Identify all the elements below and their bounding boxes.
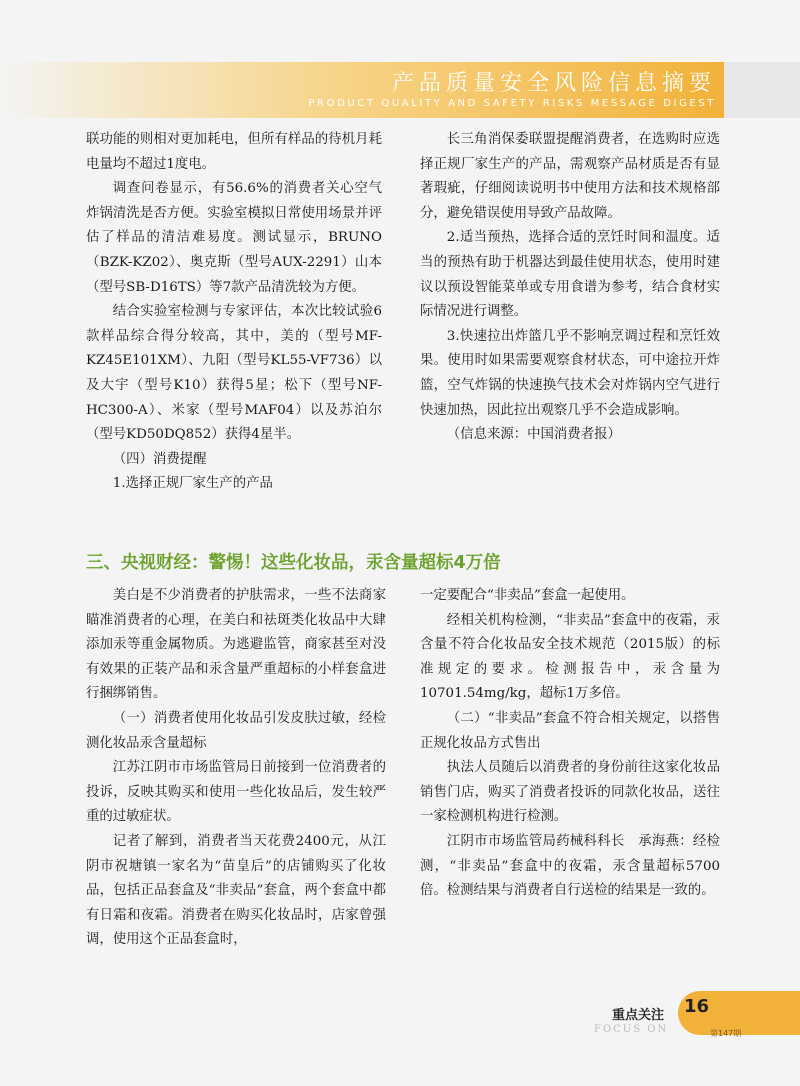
paragraph: 经相关机构检测，“非卖品”套盒中的夜霜，汞含量不符合化妆品安全技术规范（2015版）的标准规定的要求。检测报告中，汞含量为10701.54mg/kg，超标1万多倍。 (420, 612, 720, 702)
source-note: （信息来源：中国消费者报） (446, 427, 621, 443)
article1-column-right (420, 128, 720, 448)
section-title: 三、央视财经：警惕！这些化妆品，汞含量超标4万倍 (86, 553, 501, 573)
paragraph: 联功能的则相对更加耗电，但所有样品的待机月耗电量均不超过1度电。 (86, 132, 382, 172)
paragraph: 1.选择正规厂家生产的产品 (112, 476, 273, 492)
page-number: 16 (684, 996, 710, 1017)
paragraph: 记者了解到，消费者当天花费2400元，从江阴市祝塘镇一家名为“苗皇后”的店铺购买了化妆品，包括正品套盒及“非卖品”套盒，两个套盒中都有日霜和夜霜。消费者在购买化妆品时，店家曾强调，使用这个正品套盒时， (86, 833, 386, 948)
paragraph: 执法人员随后以消费者的身份前往这家化妆品销售门店，购买了消费者投诉的同款化妆品，送往一家检测机构进行检测。 (420, 760, 720, 825)
subheading: （一）消费者使用化妆品引发皮肤过敏，经检测化妆品汞含量超标 (86, 710, 386, 751)
paragraph: 2.适当预热，选择合适的烹饪时间和温度。适当的预热有助于机器达到最佳使用状态，使用时建议以预设智能菜单或专用食谱为参考，结合食材实际情况进行调整。 (420, 230, 720, 320)
header-subtitle: PRODUCT QUALITY AND SAFETY RISKS MESSAGE DIGEST (308, 98, 716, 109)
header-side-strip (724, 62, 800, 118)
paragraph: 江苏江阴市市场监管局日前接到一位消费者的投诉，反映其购买和使用一些化妆品后，发生较严重的过敏症状。 (86, 760, 386, 825)
paragraph: 江阴市市场监管局药械科科长 承海燕：经检测，“非卖品”套盒中的夜霜，汞含量超标5700倍。检测结果与消费者自行送检的结果是一致的。 (420, 833, 720, 899)
paragraph: 美白是不少消费者的护肤需求，一些不法商家瞄准消费者的心理，在美白和祛斑类化妆品中大肆添加汞等重金属物质。为逃避监管，商家甚至对没有效果的正装产品和汞含量严重超标的小样套盒进行捆绑销售。 (86, 588, 386, 702)
paragraph: 长三角消保委联盟提醒消费者，在选购时应选择正规厂家生产的产品，需观察产品材质是否有显著瑕疵，仔细阅读说明书中使用方法和技术规格部分，避免错误使用导致产品故障。 (420, 132, 720, 221)
paragraph: 3.快速拉出炸篮几乎不影响烹调过程和烹饪效果。使用时如果需要观察食材状态，可中途拉开炸篮，空气炸锅的快速换气技术会对炸锅内空气进行快速加热，因此拉出观察几乎不会造成影响。 (420, 328, 720, 418)
issue-number: 第147期 (710, 1029, 742, 1038)
footer-section-label-en: FOCUS ON (594, 1024, 669, 1035)
paragraph: 调查问卷显示，有56.6%的消费者关心空气炸锅清洗是否方便。实验室模拟日常使用场景并评估了样品的清洁难易度。测试显示，BRUNO（BZK-KZ02）、奥克斯（型号AUX-2291）山本（型号SB-D16TS）等7款产品清洗较为方便。 (86, 181, 382, 295)
subheading: （四）消费提醒 (112, 451, 207, 467)
paragraph: 结合实验室检测与专家评估，本次比较试验6款样品综合得分较高，其中，美的（型号MF-KZ45E101XM）、九阳（型号KL55-VF736）以及大宇（型号K10）获得5星；松下（型号NF-HC300-A）、米家（型号MAF04）以及苏泊尔（型号KD50DQ852）获得4星半。 (86, 304, 382, 443)
footer-section-label: 重点关注 (612, 1008, 665, 1023)
article2-column-right (420, 584, 720, 904)
article1-column-left (86, 128, 382, 497)
paragraph: 一定要配合“非卖品”套盒一起使用。 (420, 588, 635, 603)
article2-column-left (86, 584, 386, 953)
header-title: 产品质量安全风险信息摘要 (391, 71, 716, 96)
subheading: （二）“非卖品”套盒不符合相关规定，以搭售正规化妆品方式售出 (420, 710, 720, 751)
